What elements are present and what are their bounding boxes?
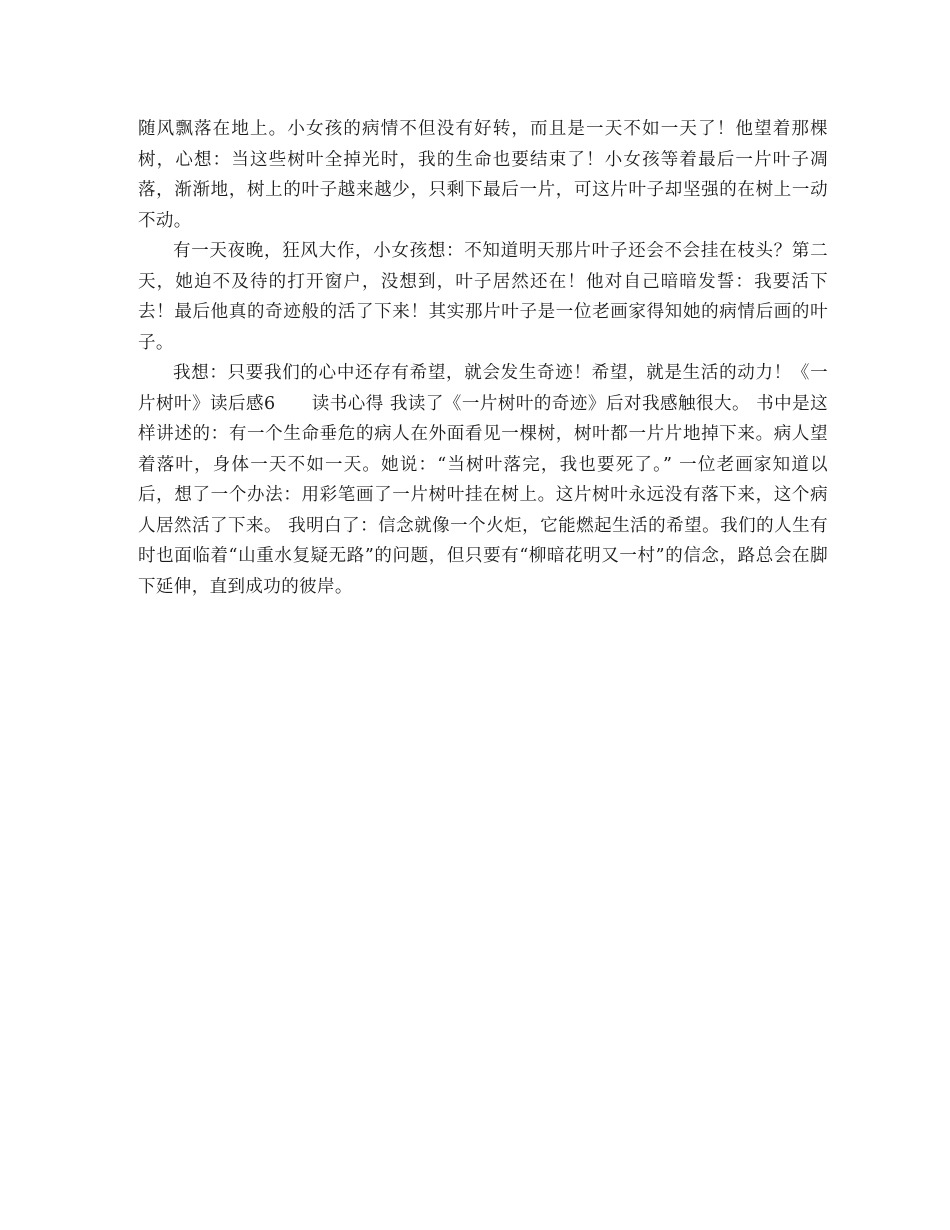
paragraph-3: 我想：只要我们的心中还存有希望，就会发生奇迹！希望，就是生活的动力！《一片树叶》读后感6 读书心得 我读了《一片树叶的奇迹》后对我感触很大。 书中是这样讲述的：有一个生命垂危的病人在外面看见一棵树，树叶都一片片地掉下来。病人望着落叶，身体一天不如一天。她说：“当树叶落完，我也要死了。” 一位老画家知道以后，想了一个办法：用彩笔画了一片树叶挂在树上。这片树叶永远没有落下来，这个病人居然活了下来。 我明白了：信念就像一个火炬，它能燃起生活的希望。我们的人生有时也面临着“山重水复疑无路”的问题，但只要有“柳暗花明又一村”的信念，路总会在脚下延伸，直到成功的彼岸。: [138, 363, 828, 597]
paragraph-1: 随风飘落在地上。小女孩的病情不但没有好转，而且是一天不如一天了！他望着那棵树，心想：当这些树叶全掉光时，我的生命也要结束了！小女孩等着最后一片叶子凋落，渐渐地，树上的叶子越来越少，只剩下最后一片，可这片叶子却坚强的在树上一动不动。: [138, 119, 828, 231]
document-body: [138, 114, 828, 602]
paragraph-2: 有一天夜晚，狂风大作，小女孩想：不知道明天那片叶子还会不会挂在枝头？第二天，她迫不及待的打开窗户，没想到，叶子居然还在！他对自己暗暗发誓：我要活下去！最后他真的奇迹般的活了下来！其实那片叶子是一位老画家得知她的病情后画的叶子。: [138, 241, 828, 353]
